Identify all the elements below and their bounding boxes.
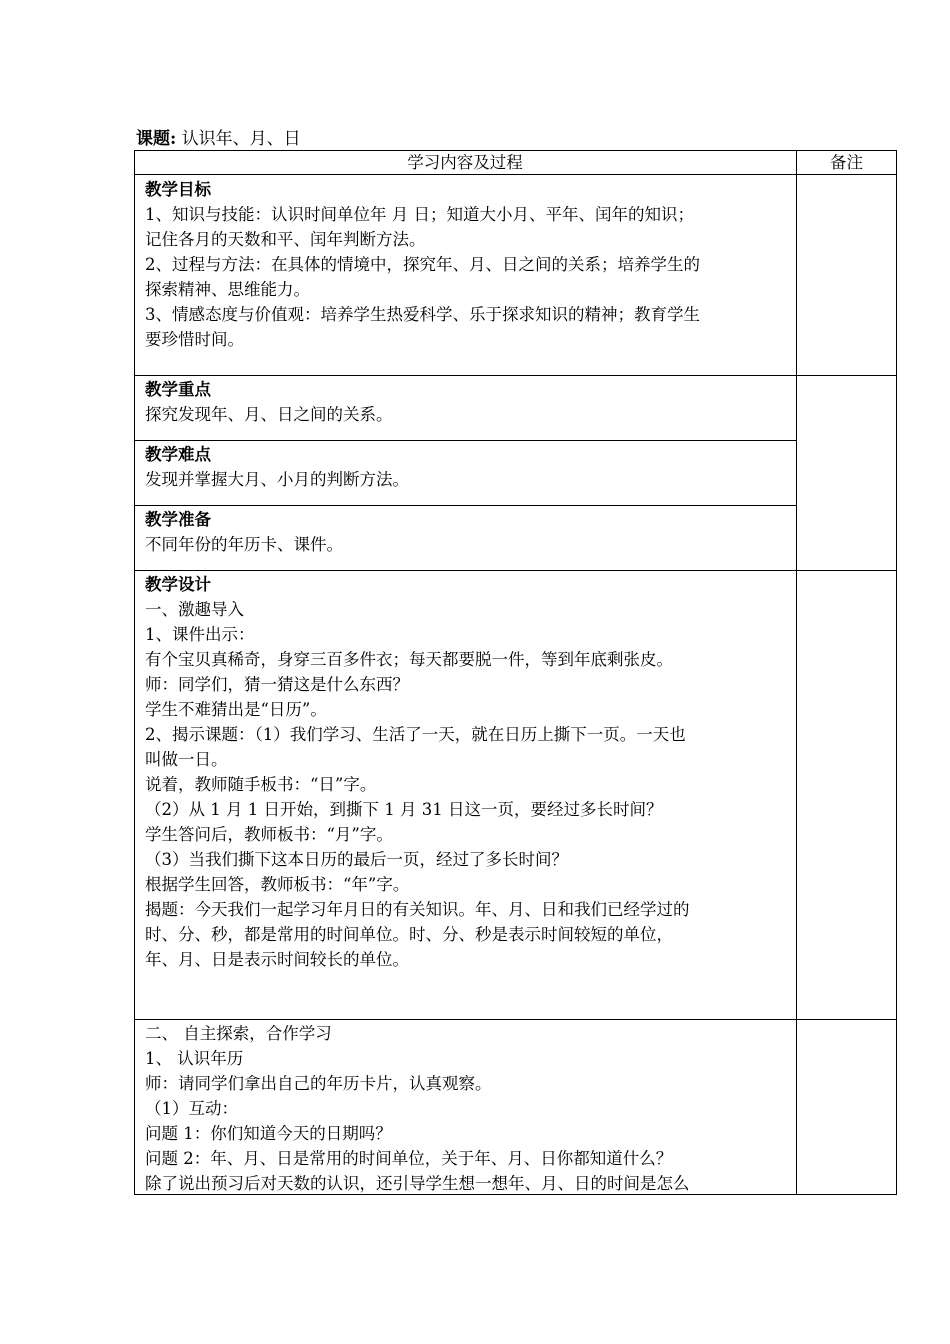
goals-line: 要珍惜时间。 (145, 330, 244, 349)
design-cell (145, 572, 793, 972)
design-line: 年、月、日是表示时间较长的单位。 (145, 950, 409, 969)
preparation-cell (145, 507, 793, 557)
design-line: 有个宝贝真稀奇，身穿三百多件衣；每天都要脱一件，等到年底剩张皮。 (145, 650, 673, 669)
design-line: （2）从 1 月 1 日开始，到撕下 1 月 31 日这一页，要经过多长时间？ (145, 800, 663, 819)
design-heading: 教学设计 (145, 575, 211, 594)
design-line: 学生答问后，教师板书：“月”字。 (145, 825, 393, 844)
goals-line: 2、过程与方法：在具体的情境中，探究年、月、日之间的关系；培养学生的 (145, 255, 700, 274)
explore-line: 师：请同学们拿出自己的年历卡片，认真观察。 (145, 1074, 492, 1093)
table-row-divider (134, 1019, 897, 1020)
preparation-text: 不同年份的年历卡、课件。 (145, 535, 343, 554)
design-line: 叫做一日。 (145, 750, 228, 769)
key-point-heading: 教学重点 (145, 380, 211, 399)
explore-line: 问题 2：年、月、日是常用的时间单位，关于年、月、日你都知道什么？ (145, 1149, 673, 1168)
design-line: 师：同学们，猜一猜这是什么东西？ (145, 675, 409, 694)
design-line: 时、分、秒，都是常用的时间单位。时、分、秒是表示时间较短的单位， (145, 925, 673, 944)
difficulty-heading: 教学难点 (145, 445, 211, 464)
lesson-title (136, 127, 301, 151)
goals-line: 探索精神、思维能力。 (145, 280, 310, 299)
goals-cell (145, 177, 793, 352)
goals-heading: 教学目标 (145, 180, 211, 199)
preparation-heading: 教学准备 (145, 510, 211, 529)
goals-line: 1、知识与技能：认识时间单位年 月 日；知道大小月、平年、闰年的知识； (145, 205, 694, 224)
explore-line: （1）互动： (145, 1099, 238, 1118)
design-line: 一、激趣导入 (145, 600, 244, 619)
table-row-divider (134, 505, 797, 506)
goals-line: 3、情感态度与价值观：培养学生热爱科学、乐于探求知识的精神；教育学生 (145, 305, 700, 324)
design-line: 1、课件出示： (145, 625, 255, 644)
explore-cell (145, 1021, 793, 1196)
table-column-divider (796, 150, 797, 1195)
table-row-divider (134, 570, 897, 571)
explore-line: 1、 认识年历 (145, 1049, 244, 1068)
lesson-table (134, 150, 897, 1195)
design-line: 揭题：今天我们一起学习年月日的有关知识。年、月、日和我们已经学过的 (145, 900, 690, 919)
explore-line: 问题 1：你们知道今天的日期吗？ (145, 1124, 392, 1143)
key-point-text: 探究发现年、月、日之间的关系。 (145, 405, 393, 424)
table-row-divider (134, 375, 897, 376)
header-content: 学习内容及过程 (407, 153, 523, 172)
difficulty-cell (145, 442, 793, 492)
header-remark: 备注 (830, 153, 863, 172)
table-border-left (134, 150, 135, 1195)
goals-line: 记住各月的天数和平、闰年判断方法。 (145, 230, 426, 249)
design-line: 说着，教师随手板书：“日”字。 (145, 775, 377, 794)
lesson-label: 课题: (136, 129, 177, 149)
explore-line: 二、 自主探索，合作学习 (145, 1024, 332, 1043)
difficulty-text: 发现并掌握大月、小月的判断方法。 (145, 470, 409, 489)
key-point-cell (145, 377, 793, 427)
explore-line: 除了说出预习后对天数的认识，还引导学生想一想年、月、日的时间是怎么 (145, 1174, 690, 1193)
design-line: 2、揭示课题：（1）我们学习、生活了一天，就在日历上撕下一页。一天也 (145, 725, 686, 744)
table-border-right (896, 150, 897, 1195)
design-line: （3）当我们撕下这本日历的最后一页，经过了多长时间？ (145, 850, 568, 869)
design-line: 根据学生回答，教师板书：“年”字。 (145, 875, 410, 894)
lesson-value: 认识年、月、日 (181, 129, 301, 149)
table-row-divider (134, 440, 797, 441)
design-line: 学生不难猜出是“日历”。 (145, 700, 327, 719)
